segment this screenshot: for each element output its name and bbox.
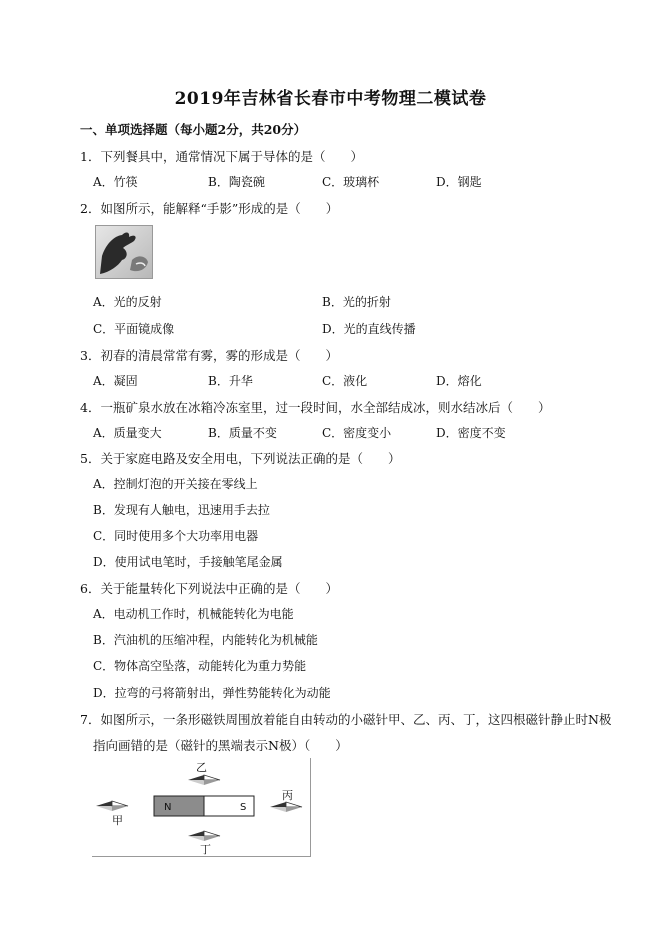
q1-option-b: B．陶瓷碗 <box>208 175 265 189</box>
q2-option-d: D．光的直线传播 <box>322 322 416 336</box>
needle-yi <box>188 761 220 785</box>
hand-shadow-image <box>95 225 153 279</box>
question-1-stem: 1．下列餐具中，通常情况下属于导体的是（ ） <box>80 149 363 164</box>
q1-option-c: C．玻璃杯 <box>322 175 380 189</box>
label-bing: 丙 <box>282 789 293 802</box>
q4-option-b: B．质量不变 <box>208 426 277 440</box>
q2-option-c: C．平面镜成像 <box>93 322 175 336</box>
q5-option-d: D．使用试电笔时，手接触笔尾金属 <box>93 555 283 569</box>
needle-jia <box>96 801 128 827</box>
label-ding: 丁 <box>200 843 211 856</box>
question-7-stem-cont: 指向画错的是（磁针的黑端表示N极）（ ） <box>93 738 348 753</box>
q6-option-b: B．汽油机的压缩冲程，内能转化为机械能 <box>93 633 318 647</box>
question-7-stem: 7．如图所示，一条形磁铁周围放着能自由转动的小磁针甲、乙、丙、丁，这四根磁针静止时N极 <box>80 712 612 727</box>
q6-option-a: A．电动机工作时，机械能转化为电能 <box>93 607 294 621</box>
paper-title: 2019年吉林省长春市中考物理二模试卷 <box>174 89 487 109</box>
q6-option-c: C．物体高空坠落，动能转化为重力势能 <box>93 659 307 673</box>
question-3-stem: 3．初春的清晨常常有雾，雾的形成是（ ） <box>80 348 338 363</box>
bar-magnet <box>154 796 254 816</box>
magnet-n-label: N <box>164 802 172 813</box>
q5-option-b: B．发现有人触电，迅速用手去拉 <box>93 503 270 517</box>
q3-option-b: B．升华 <box>208 374 253 388</box>
question-6-stem: 6．关于能量转化下列说法中正确的是（ ） <box>80 581 338 596</box>
q1-option-a: A．竹筷 <box>93 175 138 189</box>
q3-option-d: D．熔化 <box>436 374 482 388</box>
q2-option-a: A．光的反射 <box>93 295 162 309</box>
needle-ding <box>188 831 220 856</box>
section-heading: 一、单项选择题（每小题2分，共20分） <box>80 122 307 137</box>
q1-option-d: D．钢匙 <box>436 175 482 189</box>
q4-option-c: C．密度变小 <box>322 426 392 440</box>
q6-option-d: D．拉弯的弓将箭射出，弹性势能转化为动能 <box>93 686 331 700</box>
q3-option-a: A．凝固 <box>93 374 138 388</box>
q3-option-c: C．液化 <box>322 374 368 388</box>
question-5-stem: 5．关于家庭电路及安全用电，下列说法正确的是（ ） <box>80 451 401 466</box>
q5-option-a: A．控制灯泡的开关接在零线上 <box>93 477 258 491</box>
q4-option-d: D．密度不变 <box>436 426 506 440</box>
q4-option-a: A．质量变大 <box>93 426 162 440</box>
question-4-stem: 4．一瓶矿泉水放在冰箱冷冻室里，过一段时间，水全部结成冰，则水结冰后（ ） <box>80 400 551 415</box>
label-jia: 甲 <box>112 814 123 827</box>
question-2-stem: 2．如图所示，能解释“手影”形成的是（ ） <box>80 201 339 216</box>
label-yi: 乙 <box>196 761 207 774</box>
magnet-figure <box>92 758 311 857</box>
q2-option-b: B．光的折射 <box>322 295 391 309</box>
needle-bing <box>270 789 302 812</box>
q5-option-c: C．同时使用多个大功率用电器 <box>93 529 259 543</box>
magnet-s-label: S <box>240 802 247 813</box>
